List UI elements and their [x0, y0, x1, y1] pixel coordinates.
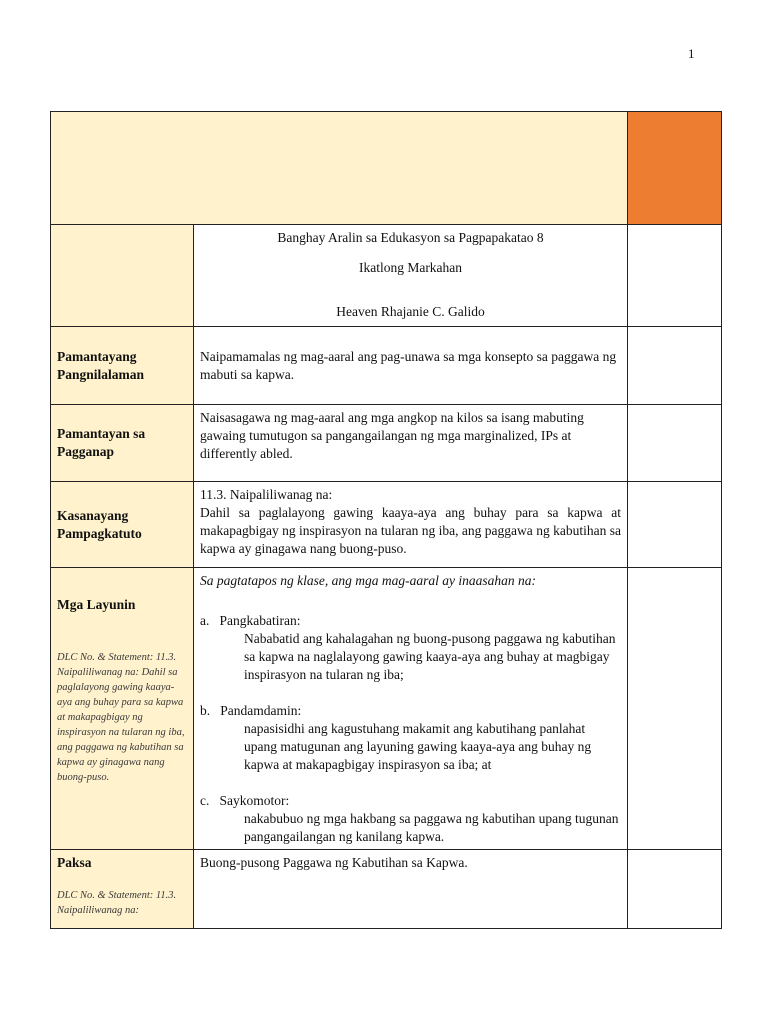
learning-competency-label: Kasanayang Pampagkatuto [51, 482, 194, 568]
header-accent-cell [628, 112, 722, 225]
learning-competency-row [51, 482, 722, 568]
performance-standard-row [51, 405, 722, 482]
objectives-side-cell [628, 568, 722, 850]
objectives-intro: Sa pagtatapos ng klase, ang mga mag-aaral ay inaasahan na: [200, 573, 536, 588]
author-name: Heaven Rhajanie C. Galido [336, 304, 485, 319]
objective-marker: b. [200, 703, 211, 718]
title-info-row [51, 225, 722, 327]
objective-marker: c. [200, 793, 210, 808]
content-standard-row [51, 327, 722, 405]
lesson-plan-table [50, 111, 722, 929]
objective-title: Pandamdamin: [220, 703, 302, 718]
objective-item-b [200, 702, 621, 774]
title-info-side-cell [628, 225, 722, 327]
performance-standard-text: Naisasagawa ng mag-aaral ang mga angkop na kilos sa isang mabuting gawaing tumutugon sa pangangailangan ng mga marginalized, IPs at differently abled. [200, 410, 584, 461]
objective-text: Nababatid ang kahalagahan ng buong-pusong paggawa ng kabutihan sa kapwa na naglalayong gawing kaaya-aya ang buhay at magbigay inspirasyon na tularan ng iba; [244, 631, 616, 682]
competency-code: 11.3. Naipaliliwanag na: [200, 487, 333, 502]
learning-competency-cell [194, 482, 628, 568]
header-banner-row [51, 112, 722, 225]
objectives-dlc-note: DLC No. & Statement: 11.3. Naipaliliwanag na: Dahil sa paglalayong gawing kaaya-aya ang buhay para sa kapwa at makapagbigay ng inspirasyon na tularan ng iba, ang paggawa ng kabutihan sa kapwa ay ginagawa nang buong-puso. [57, 652, 185, 783]
topic-label: Paksa [57, 855, 92, 870]
topic-side-cell [628, 850, 722, 929]
performance-standard-label: Pamantayan sa Pagganap [51, 405, 194, 482]
objective-item-c [200, 792, 621, 846]
topic-row [51, 850, 722, 929]
competency-text: Dahil sa paglalayong gawing kaaya-aya ang buhay para sa kapwa at makapagbigay ng inspirasyon na tularan ng iba, ang paggawa ng kabutihan sa kapwa ay ginagawa nang buong-puso. [200, 505, 621, 556]
objectives-cell [194, 568, 628, 850]
title-info-cell [194, 225, 628, 327]
objectives-label: Mga Layunin [57, 597, 136, 612]
objectives-row [51, 568, 722, 850]
page-number: 1 [688, 46, 695, 61]
lesson-title: Banghay Aralin sa Edukasyon sa Pagpapakatao 8 [277, 230, 544, 245]
topic-text: Buong-pusong Paggawa ng Kabutihan sa Kapwa. [200, 855, 468, 870]
objective-title: Saykomotor: [219, 793, 290, 808]
quarter-title: Ikatlong Markahan [358, 260, 463, 275]
content-standard-text: Naipamamalas ng mag-aaral ang pag-unawa sa mga konsepto sa paggawa ng mabuti sa kapwa. [200, 348, 617, 382]
objective-text: napasisidhi ang kagustuhang makamit ang kabutihang panlahat upang matugunan ang layuning gawing kaaya-aya ang buhay ng kapwa at makapagbigay inspirasyon sa iba; at [244, 721, 592, 772]
content-standard-cell [194, 327, 628, 405]
learning-competency-side-cell [628, 482, 722, 568]
performance-standard-side-cell [628, 405, 722, 482]
topic-label-cell [51, 850, 194, 929]
header-banner-cell [51, 112, 628, 225]
content-standard-label: Pamantayang Pangnilalaman [51, 327, 194, 405]
topic-dlc-note: DLC No. & Statement: 11.3. Naipaliliwanag na: [57, 890, 177, 916]
topic-cell [194, 850, 628, 929]
objectives-label-cell [51, 568, 194, 850]
performance-standard-cell [194, 405, 628, 482]
objective-title: Pangkabatiran: [219, 613, 301, 628]
content-standard-side-cell [628, 327, 722, 405]
title-info-label-cell [51, 225, 194, 327]
objective-text: nakabubuo ng mga hakbang sa paggawa ng kabutihan upang tugunan pangangailangan ng kanilang kapwa. [244, 811, 619, 844]
objective-item-a [200, 612, 621, 684]
objective-marker: a. [200, 613, 210, 628]
